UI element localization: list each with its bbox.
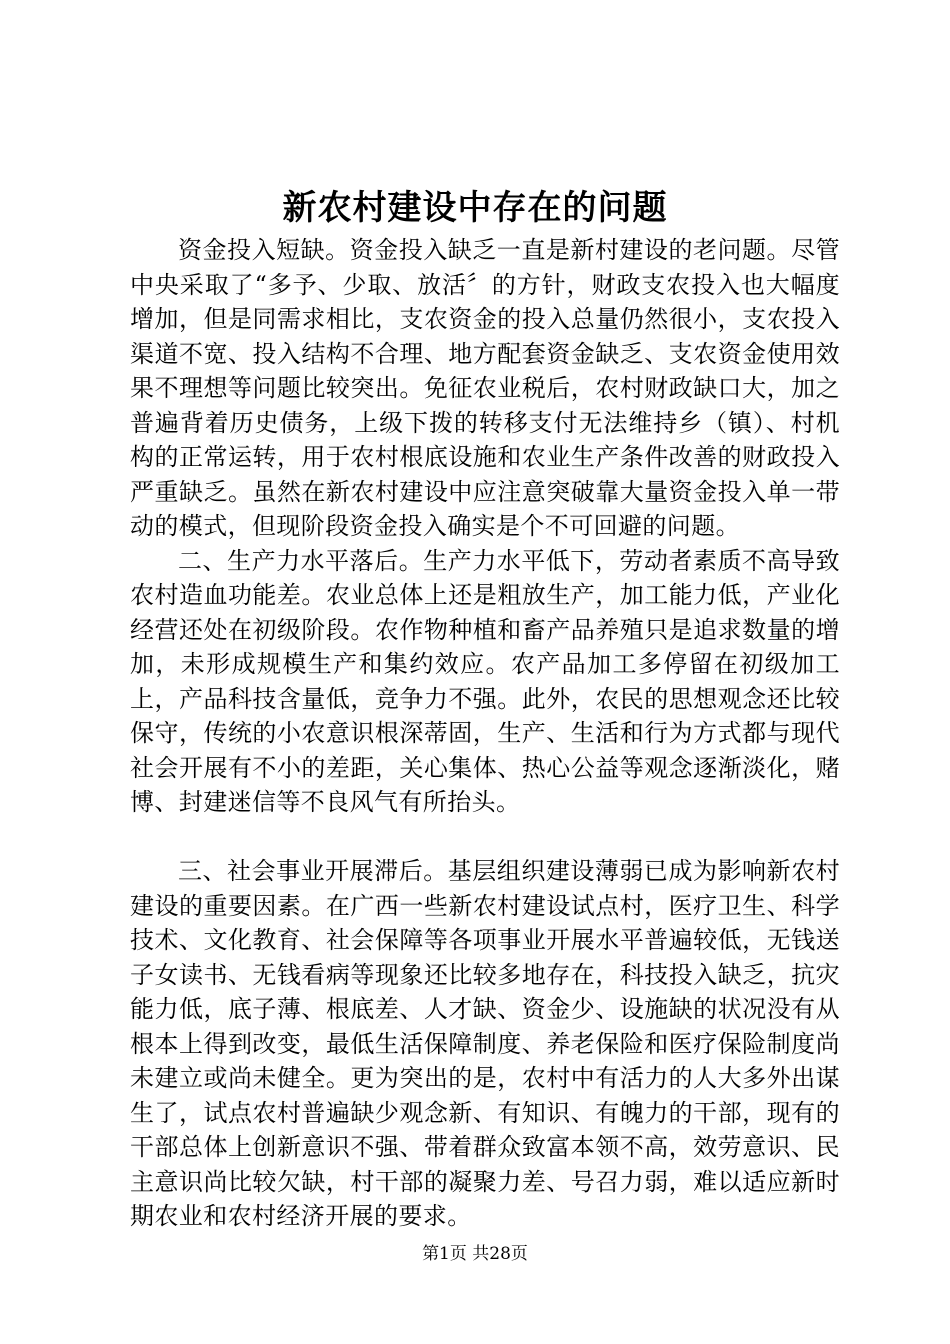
document-title: 新农村建设中存在的问题 bbox=[282, 188, 668, 228]
paragraph-funding: 资金投入短缺。资金投入缺乏一直是新村建设的老问题。尽管中央采取了“多予、少取、放活〞的方针，财政支农投入也大幅度增加，但是同需求相比，支农资金的投入总量仍然很小，支农投入渠道不宽、投入结构不合理、地方配套资金缺乏、支农资金使用效果不理想等问题比较突出。免征农业税后，农村财政缺口大，加之普遍背着历史债务，上级下拨的转移支付无法维持乡（镇）、村机构的正常运转，用于农村根底设施和农业生产条件改善的财政投入严重缺乏。虽然在新农村建设中应注意突破靠大量资金投入单一带动的模式，但现阶段资金投入确实是个不可回避的问题。 bbox=[130, 236, 840, 540]
paragraph-social-development: 三、社会事业开展滞后。基层组织建设薄弱已成为影响新农村建设的重要因素。在广西一些新农村建设试点村，医疗卫生、科学技术、文化教育、社会保障等各项事业开展水平普遍较低，无钱送子女读书、无钱看病等现象还比较多地存在，科技投入缺乏，抗灾能力低，底子薄、根底差、人才缺、资金少、设施缺的状况没有从根本上得到改变，最低生活保障制度、养老保险和医疗保险制度尚未建立或尚未健全。更为突出的是，农村中有活力的人大多外出谋生了，试点农村普遍缺少观念新、有知识、有魄力的干部，现有的干部总体上创新意识不强、带着群众致富本领不高，效劳意识、民主意识尚比较欠缺，村干部的凝聚力差、号召力弱，难以适应新时期农业和农村经济开展的要求。 bbox=[130, 857, 840, 1230]
paragraph-productivity: 二、生产力水平落后。生产力水平低下，劳动者素质不高导致农村造血功能差。农业总体上还是粗放生产，加工能力低，产业化经营还处在初级阶段。农作物种植和畜产品养殖只是追求数量的增加，未形成规模生产和集约效应。农产品加工多停留在初级加工上，产品科技含量低，竞争力不强。此外，农民的思想观念还比较保守，传统的小农意识根深蒂固，生产、生活和行为方式都与现代社会开展有不小的差距，关心集体、热心公益等观念逐渐淡化，赌博、封建迷信等不良风气有所抬头。 bbox=[130, 546, 840, 816]
document-body bbox=[130, 233, 840, 1234]
page-footer: 第1页 共28页 bbox=[422, 1244, 528, 1264]
